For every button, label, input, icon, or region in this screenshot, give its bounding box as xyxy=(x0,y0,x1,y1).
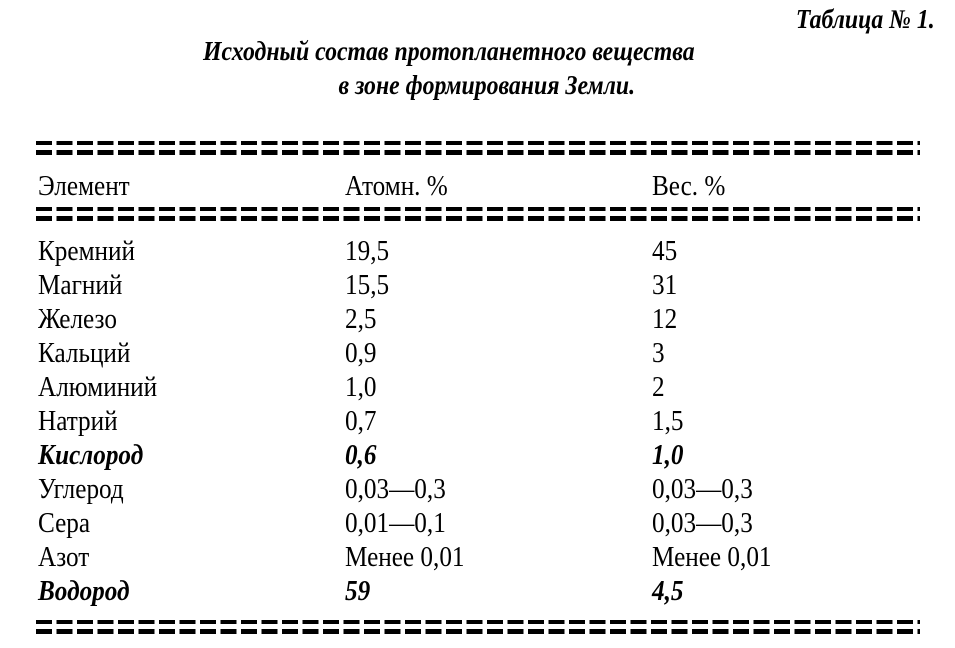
cell-element: Магний xyxy=(38,270,123,301)
cell-atomic: Менее 0,01 xyxy=(345,542,465,573)
cell-weight: 4,5 xyxy=(652,576,684,607)
header-element: Элемент xyxy=(38,171,130,202)
cell-atomic: 0,6 xyxy=(345,440,377,471)
cell-weight: Менее 0,01 xyxy=(652,542,772,573)
cell-weight: 31 xyxy=(652,270,678,301)
cell-atomic: 59 xyxy=(345,576,371,607)
header-weight: Вес. % xyxy=(652,171,726,202)
cell-element: Сера xyxy=(38,508,91,539)
cell-atomic: 1,0 xyxy=(345,372,377,403)
cell-weight: 1,5 xyxy=(652,406,684,437)
separator-header xyxy=(36,207,920,221)
table-number: Таблица № 1. xyxy=(796,4,935,34)
table-title-line-1: Исходный состав протопланетного вещества xyxy=(202,36,695,66)
cell-element: Углерод xyxy=(38,474,124,505)
cell-weight: 0,03—0,3 xyxy=(652,474,753,505)
cell-weight: 45 xyxy=(652,236,678,267)
cell-atomic: 0,01—0,1 xyxy=(345,508,446,539)
cell-atomic: 0,9 xyxy=(345,338,377,369)
cell-weight: 1,0 xyxy=(652,440,684,471)
cell-weight: 12 xyxy=(652,304,678,335)
cell-element: Кислород xyxy=(38,440,144,471)
cell-element: Алюминий xyxy=(38,372,158,403)
header-atomic: Атомн. % xyxy=(345,171,448,202)
cell-element: Водород xyxy=(38,576,130,607)
cell-element: Кремний xyxy=(38,236,136,267)
separator-top xyxy=(36,141,920,155)
cell-atomic: 0,7 xyxy=(345,406,377,437)
cell-element: Натрий xyxy=(38,406,118,437)
cell-atomic: 19,5 xyxy=(345,236,390,267)
cell-weight: 2 xyxy=(652,372,665,403)
cell-weight: 0,03—0,3 xyxy=(652,508,753,539)
separator-bottom xyxy=(36,620,920,634)
cell-element: Азот xyxy=(38,542,90,573)
cell-atomic: 2,5 xyxy=(345,304,377,335)
table-title-line-2: в зоне формирования Земли. xyxy=(338,70,636,100)
cell-atomic: 0,03—0,3 xyxy=(345,474,446,505)
cell-atomic: 15,5 xyxy=(345,270,390,301)
cell-element: Кальций xyxy=(38,338,131,369)
cell-weight: 3 xyxy=(652,338,665,369)
cell-element: Железо xyxy=(38,304,117,335)
